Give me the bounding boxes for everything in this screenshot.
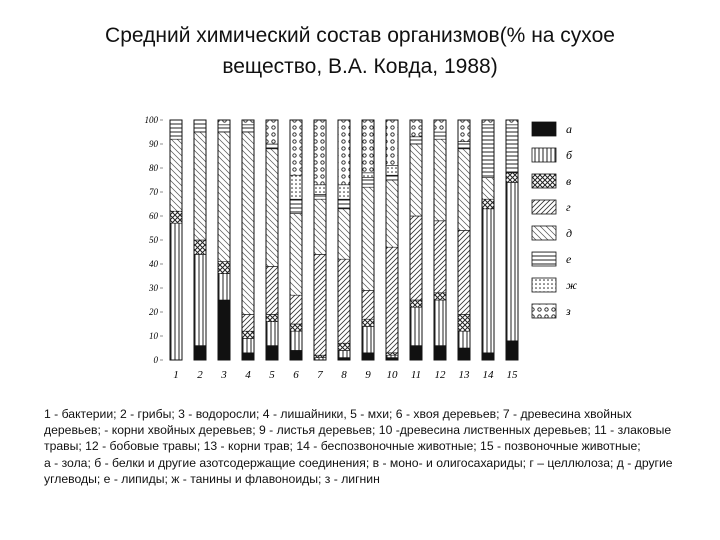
bar-segment [338, 199, 350, 209]
bar-segment [290, 120, 302, 175]
legend-label: б [566, 148, 573, 162]
legend-swatch [532, 200, 556, 214]
bar-segment [314, 194, 326, 199]
bar-segment [338, 185, 350, 199]
bar-segment [242, 132, 254, 314]
chart-title [40, 20, 680, 82]
bar-segment [290, 324, 302, 331]
bar-segment [434, 139, 446, 221]
bar-segment [338, 259, 350, 343]
bar-segment [314, 199, 326, 254]
bar-segment [410, 300, 422, 307]
bar-segment [314, 120, 326, 185]
bar-segment [338, 209, 350, 259]
y-tick-label: 70 [149, 187, 158, 197]
bar-segment [338, 120, 350, 185]
bar-segment [362, 326, 374, 352]
bar-segment [266, 322, 278, 346]
bar-segment [218, 274, 230, 300]
bar-segment [482, 178, 494, 200]
legend-label: е [566, 252, 572, 266]
y-tick-label: 60 [149, 211, 158, 221]
bar-segment [362, 178, 374, 188]
caption-components: а - зола; б - белки и другие азотсодержащие соединения; в - моно- и олигосахариды; г – целлюлоза; д - другие углеводы; е - липиды; ж - танины и флавоноиды; з - лигнин [44, 455, 673, 486]
bar-segment [386, 166, 398, 176]
bar-segment [242, 338, 254, 352]
x-tick-label: 10 [386, 369, 398, 381]
bar-segment [170, 223, 182, 360]
x-tick-label: 1 [173, 369, 179, 381]
legend-label: ж [566, 278, 578, 292]
bar-segment [338, 350, 350, 357]
x-tick-label: 12 [434, 369, 446, 381]
bar-segment [170, 120, 182, 139]
y-tick-label: 20 [149, 307, 158, 317]
x-tick-label: 5 [269, 369, 275, 381]
bar-segment [458, 348, 470, 360]
bar-segment [242, 353, 254, 360]
bar-segment [506, 125, 518, 173]
bar-segment [362, 290, 374, 319]
bar-segment [386, 247, 398, 353]
bar-segment [434, 120, 446, 132]
bar-segment [290, 214, 302, 296]
y-tick-label: 90 [149, 139, 158, 149]
bar-segment [194, 346, 206, 360]
legend [532, 122, 577, 318]
y-tick-label: 50 [149, 235, 158, 245]
bar-segment [266, 266, 278, 314]
bar-segment [218, 300, 230, 360]
bar-segment [434, 300, 446, 346]
bar-segment [314, 254, 326, 355]
bar-segment [314, 185, 326, 195]
bar-segment [458, 230, 470, 314]
bars [170, 120, 518, 360]
bar-segment [194, 132, 206, 240]
bar-segment [194, 240, 206, 254]
chart-title-line-2: вещество, В.А. Ковда, 1988) [222, 55, 498, 78]
bar-segment [386, 353, 398, 355]
bar-segment [314, 355, 326, 357]
bar-segment [482, 353, 494, 360]
bar-segment [458, 149, 470, 231]
bar-segment [410, 137, 422, 144]
bar-segment [506, 182, 518, 340]
bar-segment [362, 187, 374, 290]
bar-segment [290, 199, 302, 213]
x-tick-label: 14 [482, 369, 494, 381]
bar-segment [362, 173, 374, 178]
bar-segment [218, 262, 230, 274]
y-tick-label: 80 [149, 163, 158, 173]
bar-segment [290, 350, 302, 360]
bar-segment [194, 120, 206, 132]
bar-segment [458, 120, 470, 142]
bar-segment [410, 144, 422, 216]
bar-segment [482, 209, 494, 353]
x-tick-label: 2 [197, 369, 203, 381]
legend-label: а [566, 122, 572, 136]
bar-segment [386, 175, 398, 180]
bar-segment [194, 254, 206, 345]
bar-segment [506, 341, 518, 360]
bar-segment [266, 346, 278, 360]
x-tick-label: 7 [317, 369, 323, 381]
bar-segment [218, 125, 230, 132]
bar-segment [218, 132, 230, 262]
bar-segment [170, 211, 182, 223]
legend-swatch [532, 226, 556, 240]
x-tick-label: 9 [365, 369, 371, 381]
legend-label: д [566, 226, 573, 240]
bar-segment [266, 144, 278, 149]
legend-label: в [566, 174, 572, 188]
bar-segment [458, 142, 470, 149]
legend-swatch [532, 304, 556, 318]
bar-segment [386, 355, 398, 357]
bar-segment [290, 295, 302, 324]
bar-segment [434, 293, 446, 300]
bar-segment [242, 314, 254, 331]
bar-segment [218, 120, 230, 125]
legend-swatch [532, 252, 556, 266]
bar-segment [410, 120, 422, 137]
legend-label: з [566, 304, 571, 318]
x-tick-label: 6 [293, 369, 299, 381]
stacked-bar-chart [130, 110, 590, 400]
chart-title-line-1: Средний химический состав организмов(% на сухое [105, 24, 615, 47]
bar-segment [362, 120, 374, 173]
bar-segment [434, 221, 446, 293]
y-tick-label: 0 [153, 355, 158, 365]
y-tick-label: 40 [149, 259, 158, 269]
x-tick-label: 4 [245, 369, 251, 381]
x-tick-label: 13 [458, 369, 470, 381]
bar-segment [170, 139, 182, 211]
bar-segment [482, 199, 494, 209]
bar-segment [434, 346, 446, 360]
legend-swatch [532, 278, 556, 292]
bar-segment [290, 331, 302, 350]
y-tick-label: 100 [144, 115, 158, 125]
bar-segment [434, 132, 446, 139]
bar-segment [290, 175, 302, 199]
x-tick-label: 15 [506, 369, 518, 381]
legend-swatch [532, 122, 556, 136]
figure-caption [44, 406, 684, 487]
y-tick-label: 30 [149, 283, 158, 293]
bar-segment [482, 125, 494, 178]
bar-segment [362, 353, 374, 360]
x-axis [173, 369, 518, 381]
x-tick-label: 3 [221, 369, 227, 381]
y-axis [145, 115, 164, 365]
bar-segment [410, 307, 422, 345]
bar-segment [362, 319, 374, 326]
y-tick-label: 10 [149, 331, 158, 341]
legend-label: г [566, 200, 571, 214]
bar-segment [458, 331, 470, 348]
bar-segment [410, 346, 422, 360]
legend-swatch [532, 148, 556, 162]
bar-segment [266, 149, 278, 267]
bar-segment [386, 120, 398, 166]
bar-segment [338, 343, 350, 350]
bar-segment [506, 120, 518, 125]
bar-segment [242, 120, 254, 125]
bar-segment [458, 314, 470, 331]
bar-segment [506, 173, 518, 183]
bar-segment [266, 314, 278, 321]
bar-segment [266, 120, 278, 144]
x-tick-label: 11 [410, 369, 422, 381]
bar-segment [386, 180, 398, 247]
x-tick-label: 8 [341, 369, 347, 381]
caption-organisms: 1 - бактерии; 2 - грибы; 3 - водоросли; 4 - лишайники, 5 - мхи; 6 - хвоя деревьев; 7 - древесина хвойных деревьев; - корни хвойных деревьев; 9 - листья деревьев; 10 -древесина лиственных деревьев; 11 - злаковые травы; 12 - бобовые травы; 13 - корни трав; 14 - беспозвоночные животные; 15 - позвоночные животные; [44, 407, 672, 454]
legend-swatch [532, 174, 556, 188]
bar-segment [242, 331, 254, 338]
bar-segment [410, 216, 422, 300]
bar-segment [482, 120, 494, 125]
bar-segment [242, 125, 254, 132]
